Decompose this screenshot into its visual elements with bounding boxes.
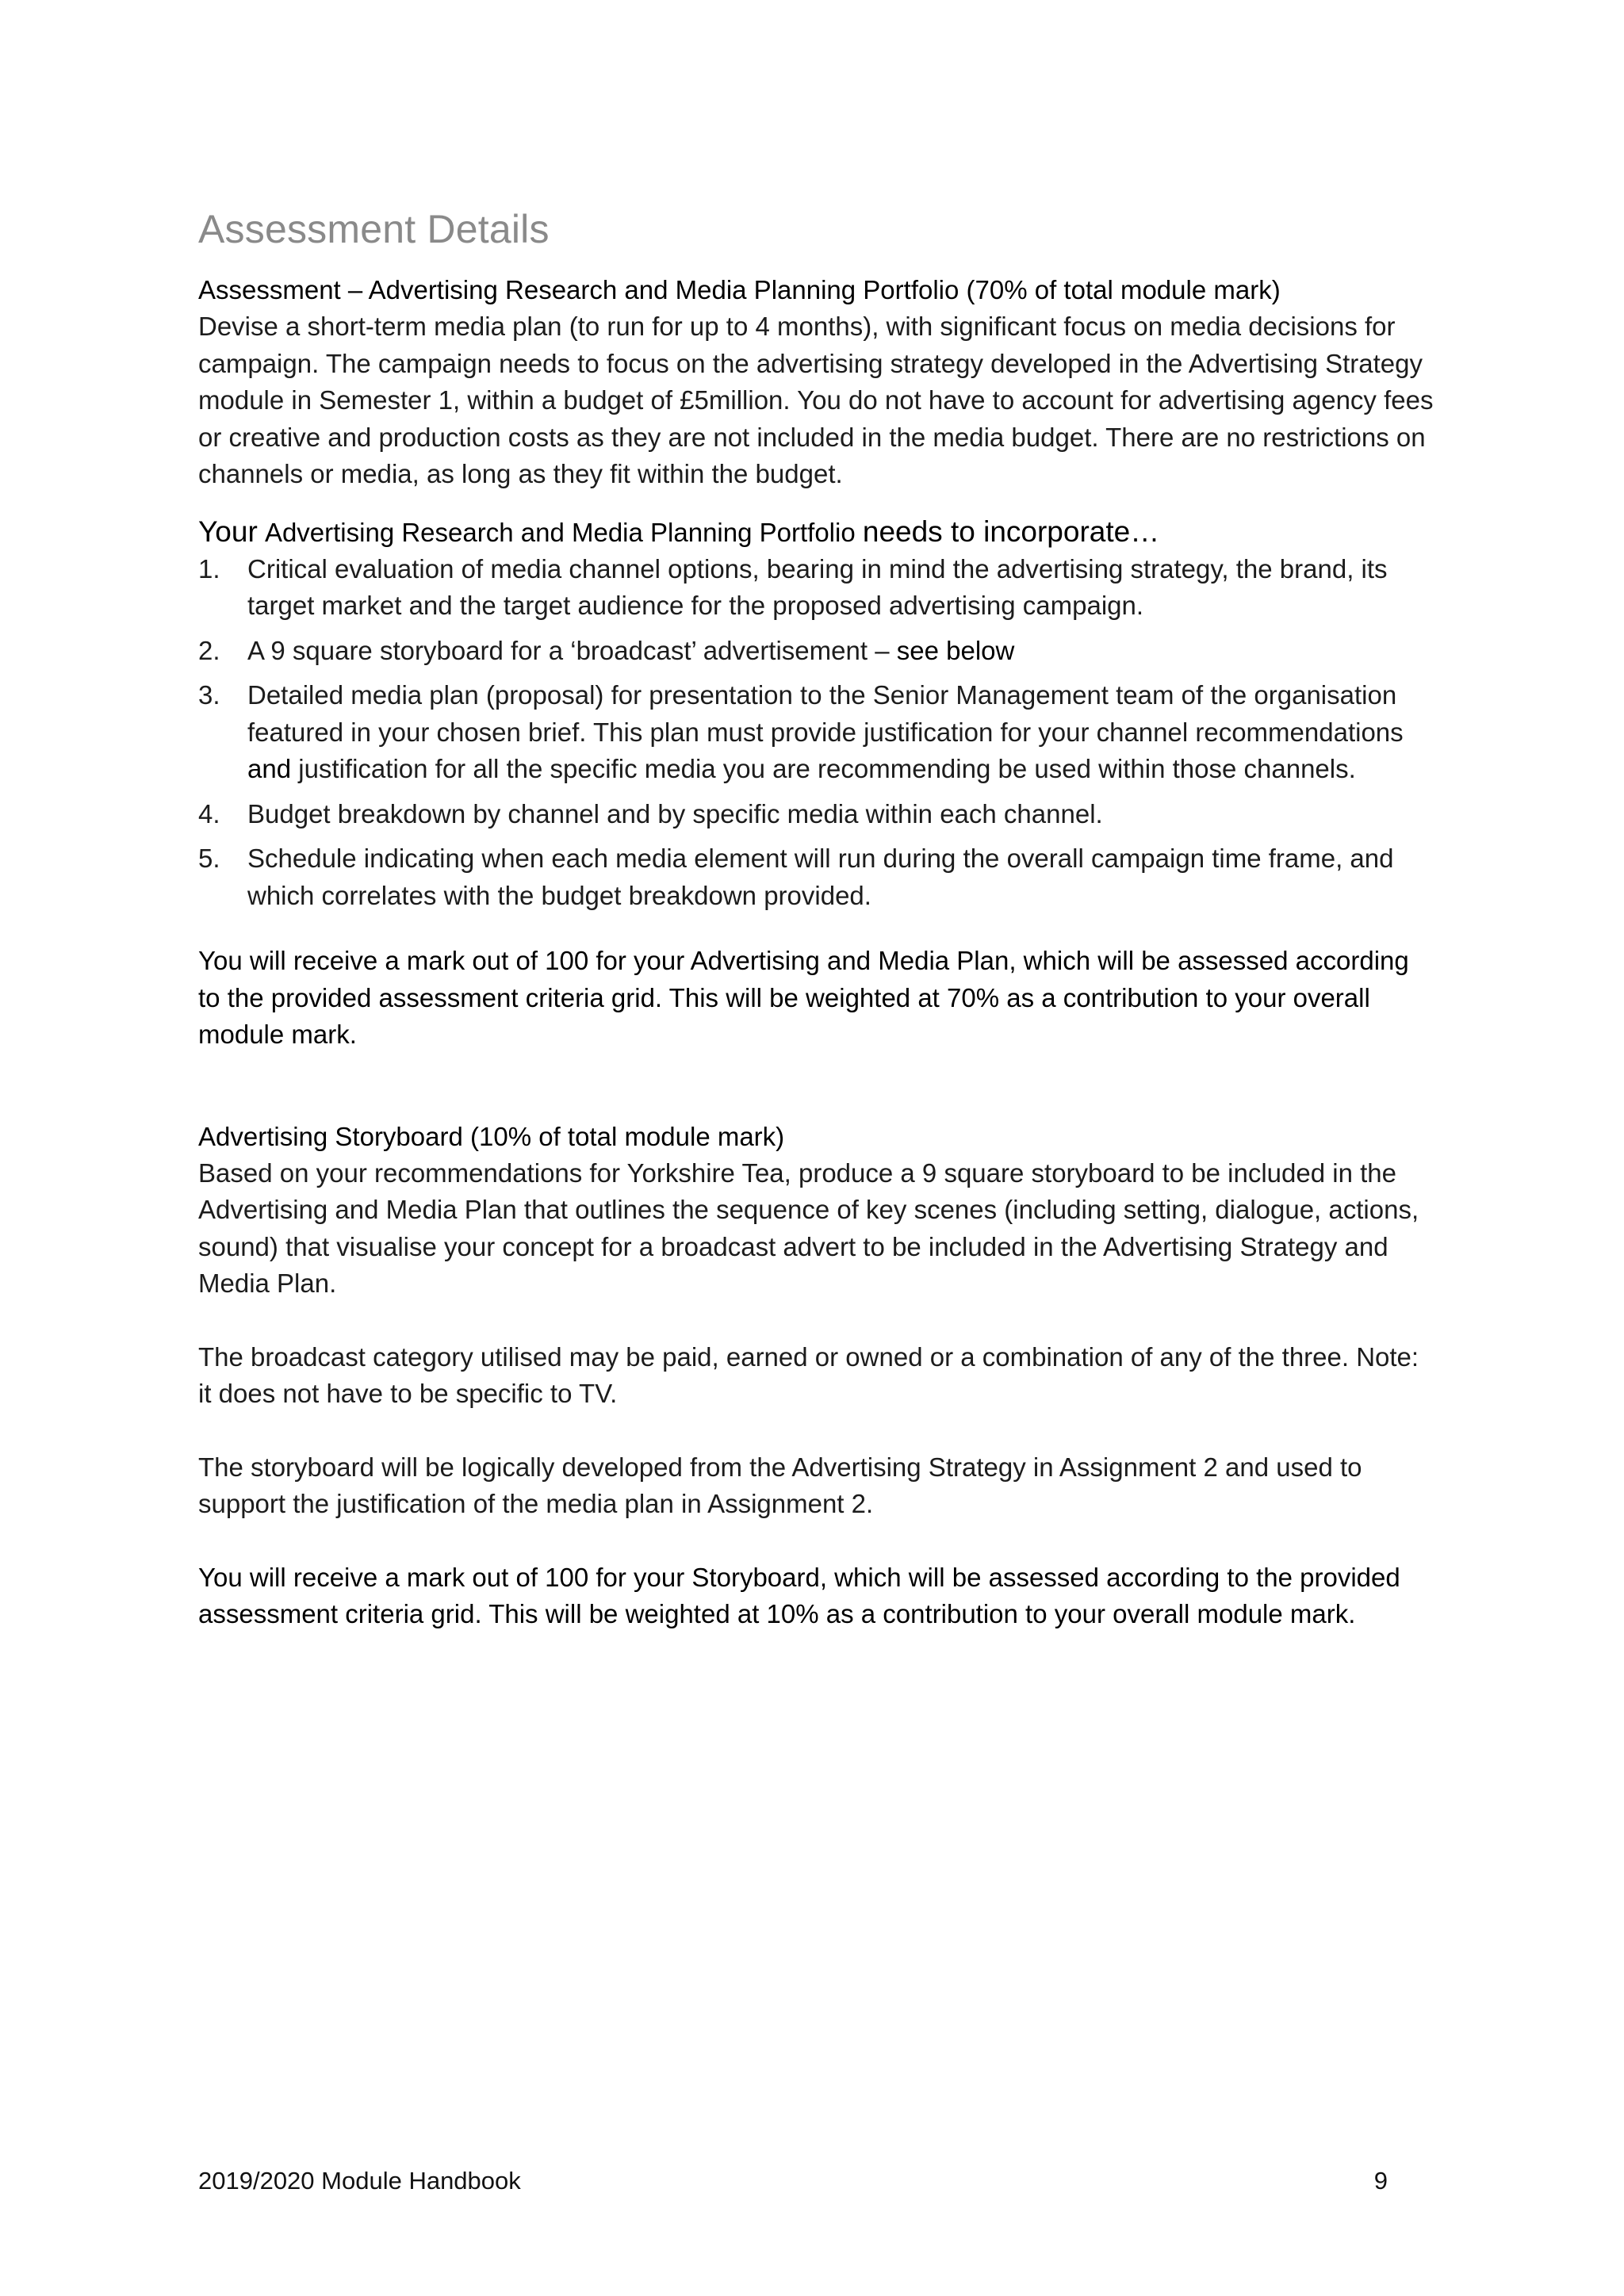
list-item-text: justification for all the specific media you are recommending be used within those channels. [298,754,1356,783]
storyboard-paragraph: Based on your recommendations for Yorkshire Tea, produce a 9 square storyboard to be included in the Advertising and Media Plan that outlines the sequence of key scenes (including setting, dialogue, actions, sound) that visualise your concept for a broadcast advert to be included in the Advertising Strategy and Media Plan. [198,1158,1419,1298]
lead-part1: Your [198,515,258,548]
list-item [198,796,1435,833]
lead-part3: needs to incorporate… [862,515,1160,548]
list-item-text: Critical evaluation of media channel options, bearing in mind the advertising strategy, the brand, its target market and the target audience for the proposed advertising campaign. [247,553,1388,620]
spacer [198,1413,1435,1449]
list-item-text: Budget breakdown by channel and by specific media within each channel. [247,798,1103,828]
spacer [198,1523,1435,1559]
list-item-number: 2. [198,635,220,665]
list-item-text: A 9 square storyboard for a ‘broadcast’ advertisement – [247,635,890,665]
portfolio-description: Devise a short-term media plan (to run for up to 4 months), with significant focus on media decisions for campaign. The campaign needs to focus on the advertising strategy developed in the Advertising Strategy module in Semester 1, within a budget of £5million. You do not have to account for advertising agency fees or creative and production costs as they are not included in the media budget. There are no restrictions on channels or media, as long as they fit within the budget. [198,312,1434,488]
portfolio-heading: Assessment – Advertising Research and Media Planning Portfolio (70% of total module mark) [198,275,1281,304]
list-item-number: 5. [198,844,220,873]
list-item [198,840,1435,914]
list-item-text: Detailed media plan (proposal) for presentation to the Senior Management team of the organisation featured in your chosen brief. This plan must provide justification for your channel recommendations [247,680,1404,747]
requirements-list [198,551,1435,915]
spacer [198,1303,1435,1339]
portfolio-lead-heading [198,514,1435,551]
and-emphasis: and [247,754,292,783]
list-item-number: 1. [198,553,220,584]
list-item-text: Schedule indicating when each media element will run during the overall campaign time frame, and which correlates with the budget breakdown provided. [247,844,1394,910]
list-item [198,633,1435,670]
section-title: Assessment Details [198,207,550,251]
storyboard-mark-note: You will receive a mark out of 100 for your Storyboard, which will be assessed according to the provided assessment criteria grid. This will be weighted at 10% as a contribution to your overall module mark. [198,1562,1400,1628]
list-item-number: 4. [198,798,220,828]
page-number: 9 [1373,2167,1388,2195]
list-item-number: 3. [198,680,220,710]
see-below-emphasis: see below [896,635,1015,665]
page-footer [198,2167,1388,2195]
storyboard-heading: Advertising Storyboard (10% of total module mark) [198,1121,785,1151]
list-item [198,551,1435,625]
lead-part2: Advertising Research and Media Planning Portfolio [264,517,856,547]
storyboard-paragraph: The storyboard will be logically developed from the Advertising Strategy in Assignment 2 and used to support the justification of the media plan in Assignment 2. [198,1452,1362,1518]
document-page [198,208,1435,1633]
portfolio-mark-note: You will receive a mark out of 100 for your Advertising and Media Plan, which will be assessed according to the provided assessment criteria grid. This will be weighted at 70% as a contribution to your overall module mark. [198,946,1409,1049]
spacer [198,1054,1435,1119]
storyboard-paragraph: The broadcast category utilised may be paid, earned or owned or a combination of any of the three. Note: it does not have to be specific to TV. [198,1341,1419,1408]
spacer [198,922,1435,943]
list-item [198,677,1435,788]
footer-handbook-label: 2019/2020 Module Handbook [198,2167,521,2195]
